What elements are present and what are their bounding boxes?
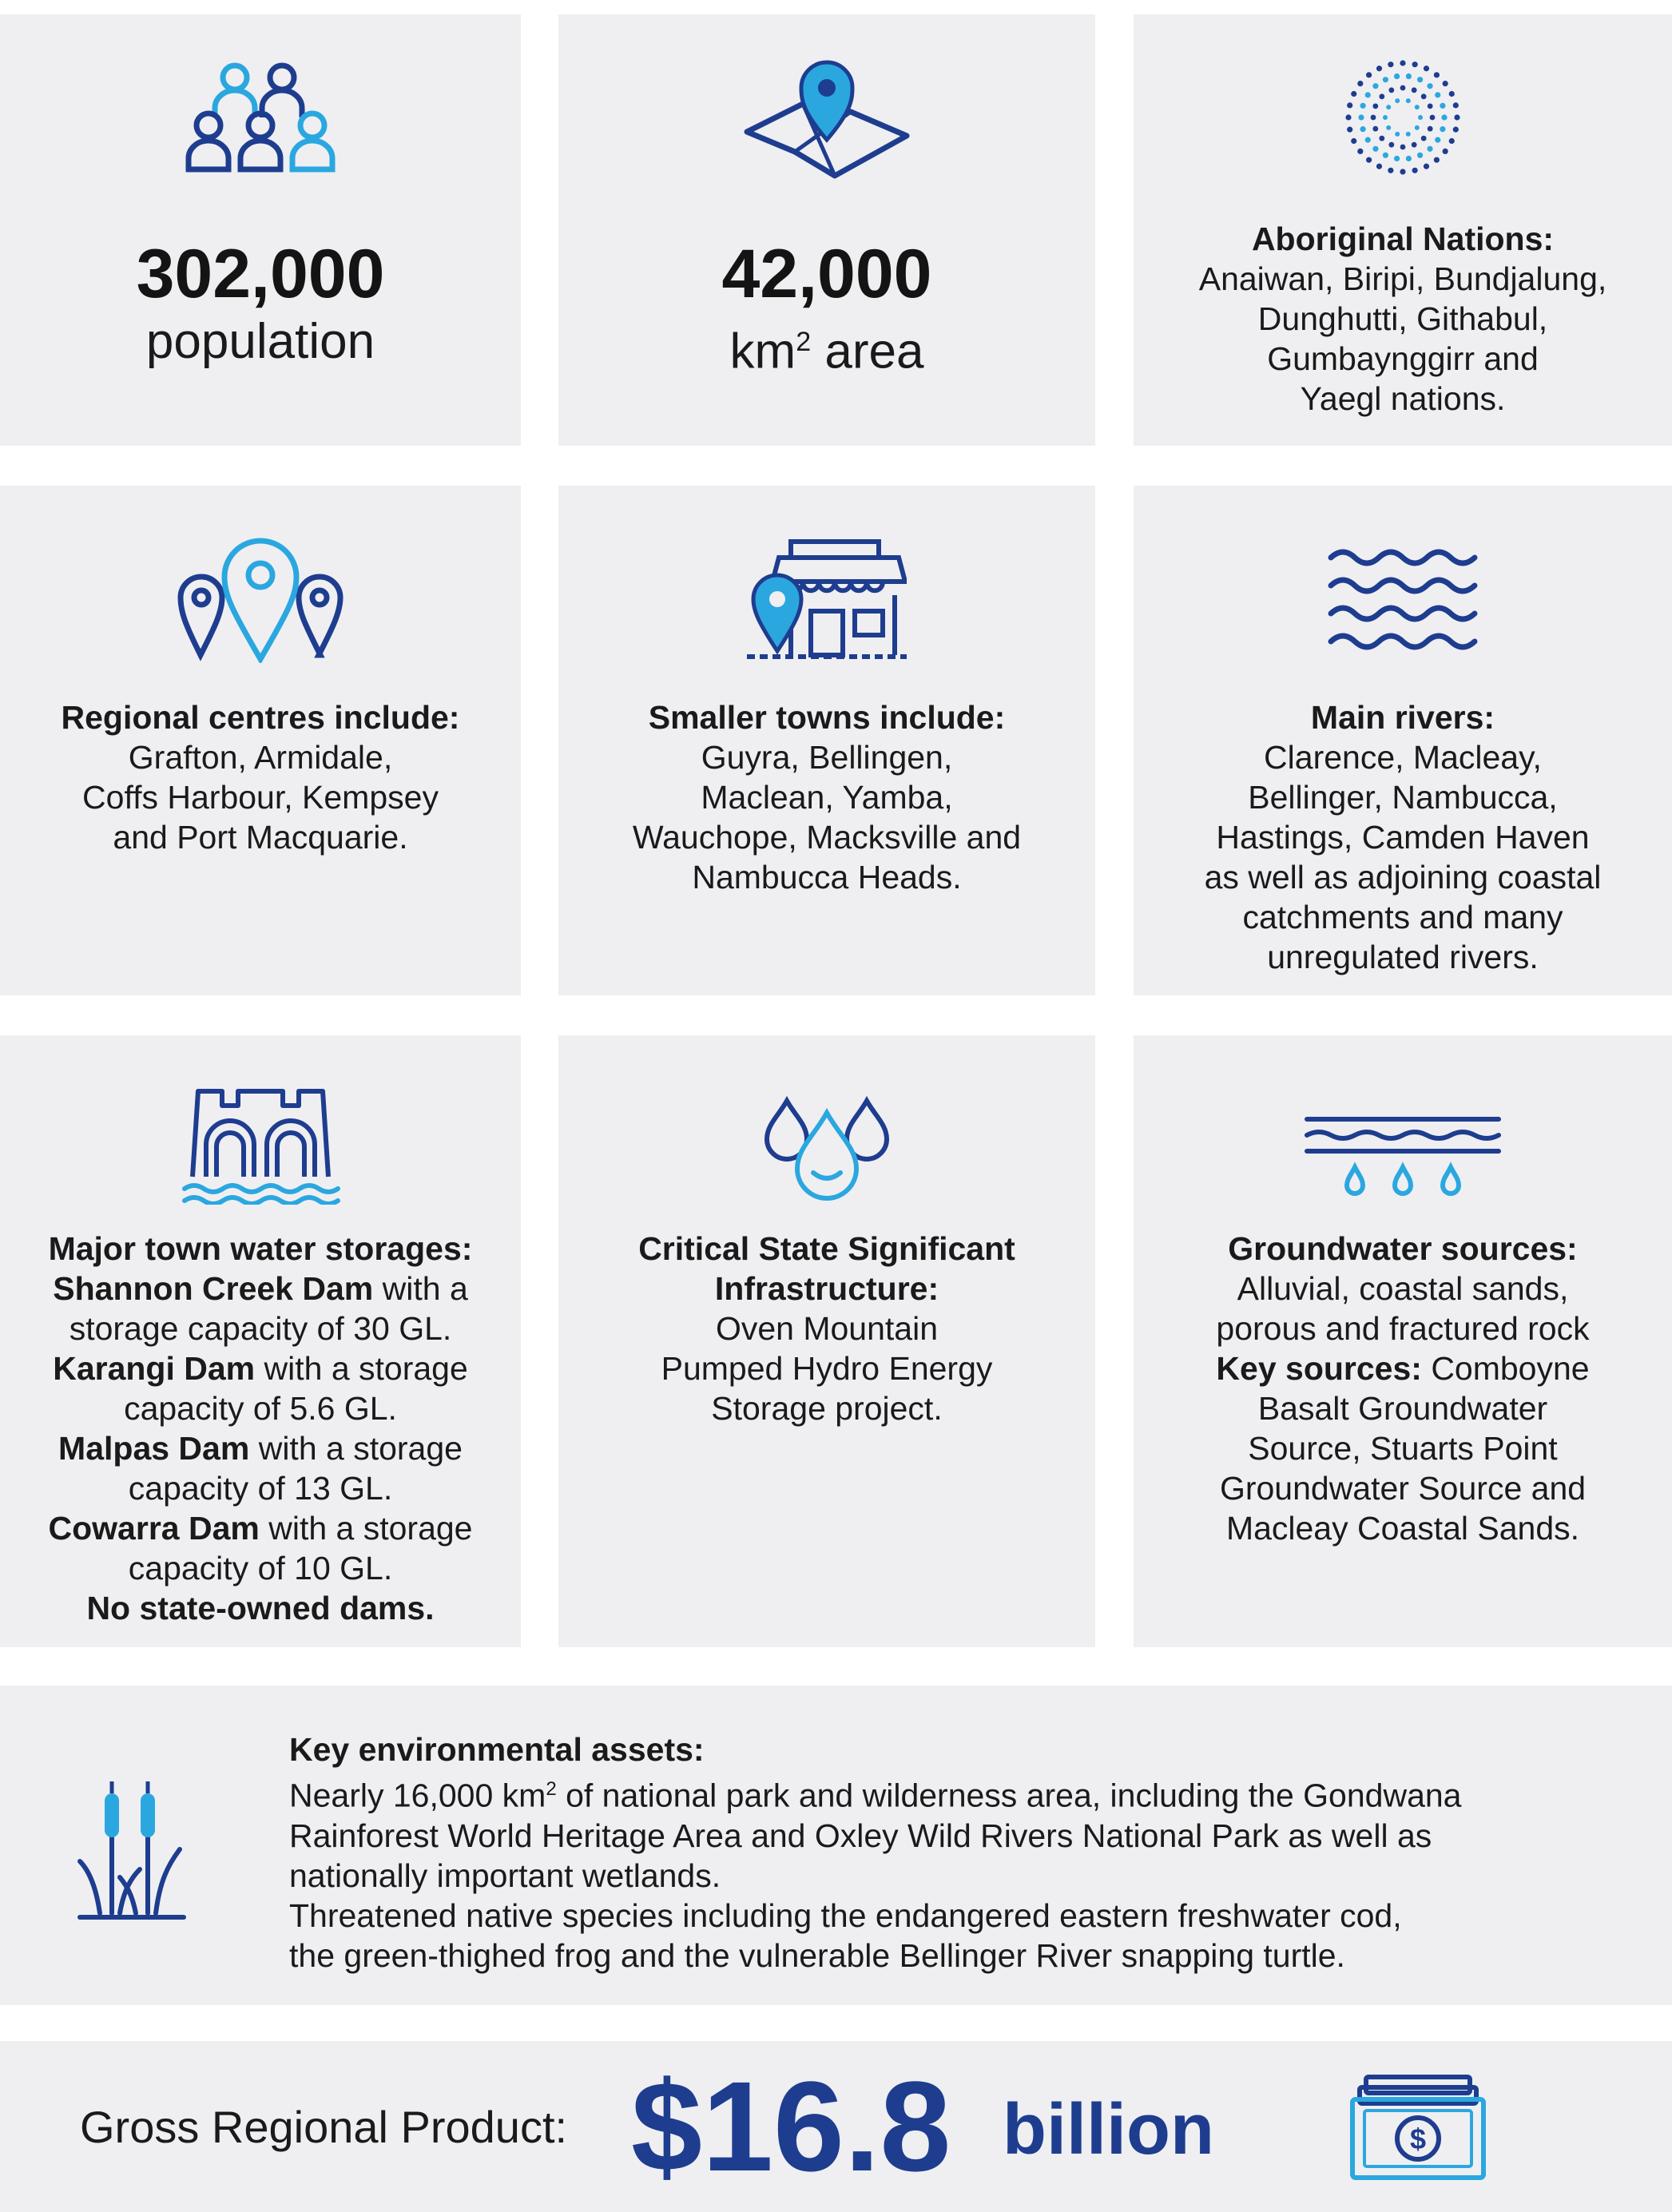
dot xyxy=(1376,66,1382,71)
rivers-heading: Main rivers: xyxy=(1310,699,1495,736)
dot xyxy=(1394,156,1400,161)
rivers-line: catchments and many xyxy=(1242,899,1563,935)
storage-entry xyxy=(0,1269,521,1309)
dam-icon xyxy=(181,1085,340,1205)
dot xyxy=(1372,126,1378,132)
area-label-text: area xyxy=(811,324,924,379)
dot xyxy=(1388,87,1394,93)
dot xyxy=(1400,60,1405,66)
population-value: 302,000 xyxy=(136,236,385,312)
environment-line: Rainforest World Heritage Area and Oxley Wild Rivers National Park as well as xyxy=(289,1817,1432,1854)
storage-text: capacity of 5.6 GL. xyxy=(124,1390,397,1427)
dot xyxy=(1388,62,1393,67)
dot xyxy=(1454,114,1460,120)
dot xyxy=(1443,81,1448,86)
infrastructure-tile xyxy=(558,1035,1095,1647)
map-pin-icon xyxy=(739,56,915,184)
dot xyxy=(1357,81,1363,86)
dot xyxy=(1372,83,1378,89)
dot xyxy=(1371,115,1376,121)
towns-line: Nambucca Heads. xyxy=(692,859,962,896)
groundwater-text: Comboyne xyxy=(1421,1350,1590,1387)
storage-entry xyxy=(0,1508,521,1548)
dot xyxy=(1379,93,1384,99)
dot xyxy=(1351,91,1356,97)
dot xyxy=(1428,103,1433,109)
storages-heading: Major town water storages: xyxy=(48,1230,473,1267)
grp-unit: billion xyxy=(1003,2090,1214,2170)
dot xyxy=(1357,149,1363,154)
dot xyxy=(1406,73,1412,79)
infrastructure-heading: Critical State Significant xyxy=(638,1230,1015,1267)
towns-line: Guyra, Bellingen, xyxy=(701,739,953,776)
regional-line: Coffs Harbour, Kempsey xyxy=(82,779,439,816)
waves-icon xyxy=(1327,542,1479,653)
dot xyxy=(1406,156,1412,161)
rivers-line: Hastings, Camden Haven xyxy=(1216,819,1590,856)
rivers-line: Bellinger, Nambucca, xyxy=(1248,779,1558,816)
smaller-towns-tile xyxy=(558,486,1095,995)
regional-heading: Regional centres include: xyxy=(61,699,460,736)
dot xyxy=(1434,72,1440,77)
environment-line: Threatened native species including the endangered eastern freshwater cod, xyxy=(289,1896,1402,1934)
dot xyxy=(1417,77,1423,82)
dam-name: Malpas Dam xyxy=(58,1430,250,1467)
dot xyxy=(1440,103,1445,109)
nations-line: Gumbaynggirr and xyxy=(1267,340,1539,377)
key-sources-label: Key sources: xyxy=(1216,1350,1422,1387)
dot xyxy=(1435,137,1440,143)
storage-text: with a storage xyxy=(255,1350,468,1387)
dot xyxy=(1400,85,1406,91)
towns-heading: Smaller towns include: xyxy=(648,699,1006,736)
dot xyxy=(1345,114,1351,120)
dot xyxy=(1383,77,1388,82)
environment-superscript: 2 xyxy=(546,1778,557,1800)
dotted-circle-icon xyxy=(1343,58,1463,177)
dot xyxy=(1412,62,1418,67)
dot xyxy=(1430,115,1436,121)
environment-line xyxy=(289,1769,1461,1816)
dot xyxy=(1421,136,1427,141)
dam-name: Karangi Dam xyxy=(53,1350,256,1387)
dot xyxy=(1388,168,1393,173)
environment-text-b: of national park and wilderness area, including the Gondwana xyxy=(556,1777,1462,1814)
nations-line: Dunghutti, Githabul, xyxy=(1257,300,1548,337)
dot xyxy=(1400,169,1405,174)
dot xyxy=(1427,146,1432,152)
population-label: population xyxy=(145,314,375,369)
towns-line: Maclean, Yamba, xyxy=(701,779,953,816)
dot xyxy=(1428,126,1433,132)
dot xyxy=(1400,145,1406,150)
dot xyxy=(1394,73,1400,79)
svg-text:$: $ xyxy=(1409,2123,1427,2155)
dot xyxy=(1347,127,1352,133)
rivers-line: unregulated rivers. xyxy=(1267,939,1539,975)
dot xyxy=(1395,132,1400,137)
dot xyxy=(1440,126,1445,132)
environment-text xyxy=(289,1729,1461,1976)
groundwater-tile xyxy=(1134,1035,1672,1647)
storage-text: with a xyxy=(373,1270,468,1307)
dot xyxy=(1372,103,1378,109)
people-group-icon xyxy=(185,58,336,177)
regional-line: and Port Macquarie. xyxy=(113,819,408,856)
main-rivers-tile xyxy=(1134,486,1672,995)
groundwater-line: Basalt Groundwater xyxy=(1257,1390,1548,1427)
water-drops-icon xyxy=(759,1093,895,1205)
water-storages-tile xyxy=(0,1035,521,1647)
groundwater-line: Macleay Coastal Sands. xyxy=(1225,1510,1580,1547)
dot xyxy=(1347,102,1352,108)
regional-centres-tile xyxy=(0,486,521,995)
dot xyxy=(1435,92,1440,97)
dot xyxy=(1395,98,1400,103)
storage-text: with a storage xyxy=(249,1430,463,1467)
dot xyxy=(1421,93,1427,99)
population-tile xyxy=(0,14,521,446)
storage-entry xyxy=(0,1348,521,1388)
storages-footer: No state-owned dams. xyxy=(86,1590,435,1626)
dot xyxy=(1415,125,1420,130)
environment-text-a: Nearly 16,000 km xyxy=(289,1777,546,1814)
area-unit-superscript: 2 xyxy=(796,327,812,357)
nations-heading: Aboriginal Nations: xyxy=(1251,220,1555,257)
dot xyxy=(1412,142,1417,148)
groundwater-icon xyxy=(1303,1115,1503,1203)
dot xyxy=(1449,91,1455,97)
location-pins-icon xyxy=(177,535,344,663)
dot xyxy=(1383,153,1388,158)
reeds-icon xyxy=(76,1777,188,1921)
area-label xyxy=(558,314,1095,380)
dot xyxy=(1386,105,1391,109)
groundwater-line: Alluvial, coastal sands, xyxy=(1237,1270,1569,1307)
dot xyxy=(1412,87,1417,93)
groundwater-line: Source, Stuarts Point xyxy=(1248,1430,1558,1467)
dot xyxy=(1443,149,1448,154)
grp-label: Gross Regional Product: xyxy=(80,2102,568,2152)
storage-text: with a storage xyxy=(259,1510,473,1547)
nations-tile xyxy=(1134,14,1672,446)
storage-text: storage capacity of 30 GL. xyxy=(69,1310,452,1347)
dot xyxy=(1427,83,1432,89)
storage-text: capacity of 13 GL. xyxy=(128,1470,393,1507)
dot xyxy=(1424,164,1429,169)
dam-name: Shannon Creek Dam xyxy=(53,1270,374,1307)
dot xyxy=(1383,115,1388,120)
dot xyxy=(1449,138,1455,144)
dot xyxy=(1358,114,1364,120)
regional-line: Grafton, Armidale, xyxy=(128,739,393,776)
dot xyxy=(1366,72,1372,77)
infrastructure-heading: Infrastructure: xyxy=(714,1270,939,1307)
rivers-line: Clarence, Macleay, xyxy=(1264,739,1542,776)
groundwater-heading: Groundwater sources: xyxy=(1228,1230,1578,1267)
infrastructure-line: Pumped Hydro Energy xyxy=(661,1350,993,1387)
area-unit: km xyxy=(729,324,796,379)
groundwater-line: porous and fractured rock xyxy=(1216,1310,1590,1347)
infrastructure-line: Oven Mountain xyxy=(715,1310,939,1347)
infrastructure-line: Storage project. xyxy=(711,1390,943,1427)
nations-line: Yaegl nations. xyxy=(1300,380,1506,417)
groundwater-line: Groundwater Source and xyxy=(1219,1470,1587,1507)
environment-heading: Key environmental assets: xyxy=(289,1731,705,1768)
environment-line: nationally important wetlands. xyxy=(289,1857,721,1894)
area-tile xyxy=(558,14,1095,446)
dot xyxy=(1365,137,1371,143)
dot xyxy=(1388,142,1394,148)
nations-line: Anaiwan, Biripi, Bundjalung, xyxy=(1198,260,1607,297)
storage-text: capacity of 10 GL. xyxy=(128,1550,393,1587)
dot xyxy=(1412,168,1418,173)
dot xyxy=(1386,125,1391,130)
environment-line: the green-thighed frog and the vulnerable Bellinger River snapping turtle. xyxy=(289,1936,1345,1974)
towns-line: Wauchope, Macksville and xyxy=(632,819,1022,856)
dot xyxy=(1365,92,1371,97)
dot xyxy=(1406,132,1411,137)
rivers-line: as well as adjoining coastal xyxy=(1204,859,1602,896)
area-value: 42,000 xyxy=(721,236,932,312)
dot xyxy=(1453,127,1459,133)
dot xyxy=(1379,136,1384,141)
groundwater-key-line xyxy=(1134,1348,1672,1388)
dot xyxy=(1366,157,1372,163)
dot xyxy=(1406,98,1411,103)
dot xyxy=(1372,146,1378,152)
storage-entry xyxy=(0,1428,521,1468)
dot xyxy=(1424,66,1429,71)
dot xyxy=(1360,126,1366,132)
dot xyxy=(1351,138,1356,144)
dot xyxy=(1360,103,1366,109)
money-icon xyxy=(1350,2073,1486,2181)
grp-value: $16.8 xyxy=(631,2055,951,2198)
dam-name: Cowarra Dam xyxy=(48,1510,260,1547)
dot xyxy=(1415,105,1420,109)
dot xyxy=(1441,114,1447,120)
shop-icon xyxy=(747,535,907,663)
dot xyxy=(1434,157,1440,163)
dot xyxy=(1417,153,1423,158)
dot xyxy=(1453,102,1459,108)
dot xyxy=(1418,115,1423,120)
dot xyxy=(1376,164,1382,169)
